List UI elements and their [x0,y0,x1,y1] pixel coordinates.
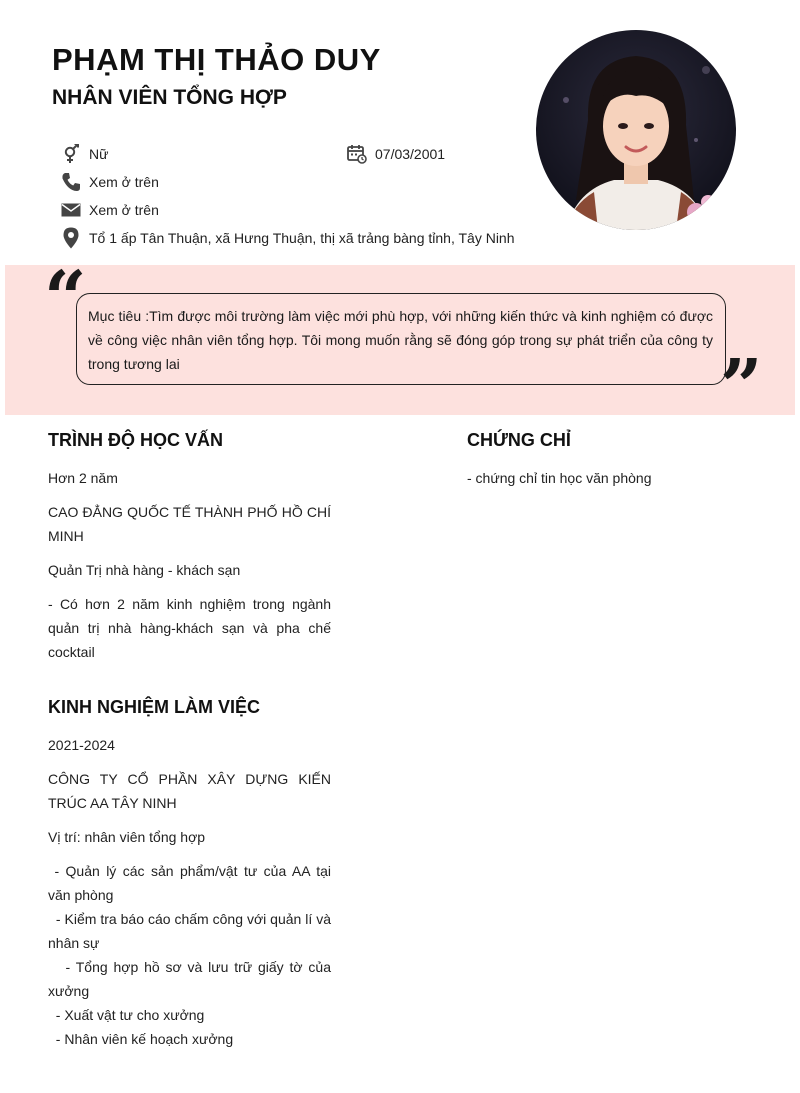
experience-title: KINH NGHIỆM LÀM VIỆC [48,697,261,717]
experience-role: Vị trí: nhân viên tổng hợp [48,829,206,845]
duty-item: - Nhân viên kế hoạch xưởng [48,1031,234,1047]
address-row [60,227,515,249]
location-pin-icon [60,227,82,249]
certificates-title: CHỨNG CHỈ [467,430,571,450]
gender-icon [60,143,82,165]
education-title: TRÌNH ĐỘ HỌC VẤN [48,430,223,450]
email-row [60,199,159,221]
phone-row [60,171,159,193]
gender-row [60,143,108,165]
education-description: - Có hơn 2 năm kinh nghiệm trong ngành quản trị nhà hàng-khách sạn và pha chế cocktail [48,596,331,660]
objective-text: Mục tiêu :Tìm được môi trường làm việc mới phù hợp, với những kiến thức và kinh nghiệm có được về công việc nhân viên tổng hợp. Tôi mong muốn rằng sẽ đóng góp trong sự phát triển của công ty trong tương lai [88,308,713,372]
close-quote-icon: ” [720,344,763,430]
envelope-icon [60,199,82,221]
certificate-item: - chứng chỉ tin học văn phòng [467,470,652,486]
phone-icon [60,171,82,193]
education-major: Quản Trị nhà hàng - khách sạn [48,562,241,578]
open-quote-icon: “ [44,256,87,342]
email-value: Xem ở trên [89,202,159,218]
duty-item: - Kiểm tra báo cáo chấm công với quản lí và nhân sự [48,911,335,951]
profile-photo [536,30,736,230]
gender-value: Nữ [89,146,109,162]
education-duration: Hơn 2 năm [48,470,118,486]
duty-item: - Quản lý các sản phẩm/vật tư của AA tại văn phòng [48,863,335,903]
duty-item: - Tổng hợp hồ sơ và lưu trữ giấy tờ của xưởng [48,959,335,999]
address-value: Tổ 1 ấp Tân Thuận, xã Hưng Thuận, thị xã trảng bàng tỉnh, Tây Ninh [89,230,515,246]
phone-value: Xem ở trên [89,174,159,190]
experience-period: 2021-2024 [48,737,115,753]
birthday-value: 07/03/2001 [375,146,446,162]
duty-item: - Xuất vật tư cho xưởng [48,1007,205,1023]
candidate-name: PHẠM THỊ THẢO DUY [52,42,381,77]
birthday-row [346,143,445,165]
experience-duties [48,859,335,1051]
job-position: NHÂN VIÊN TỔNG HỢP [52,86,287,109]
experience-company: CÔNG TY CỔ PHẦN XÂY DỰNG KIẾN TRÚC AA TÂY NINH [48,771,331,811]
objective-box [76,293,726,385]
calendar-icon [346,143,368,165]
education-school: CAO ĐẲNG QUỐC TẾ THÀNH PHỐ HỒ CHÍ MINH [48,504,331,544]
